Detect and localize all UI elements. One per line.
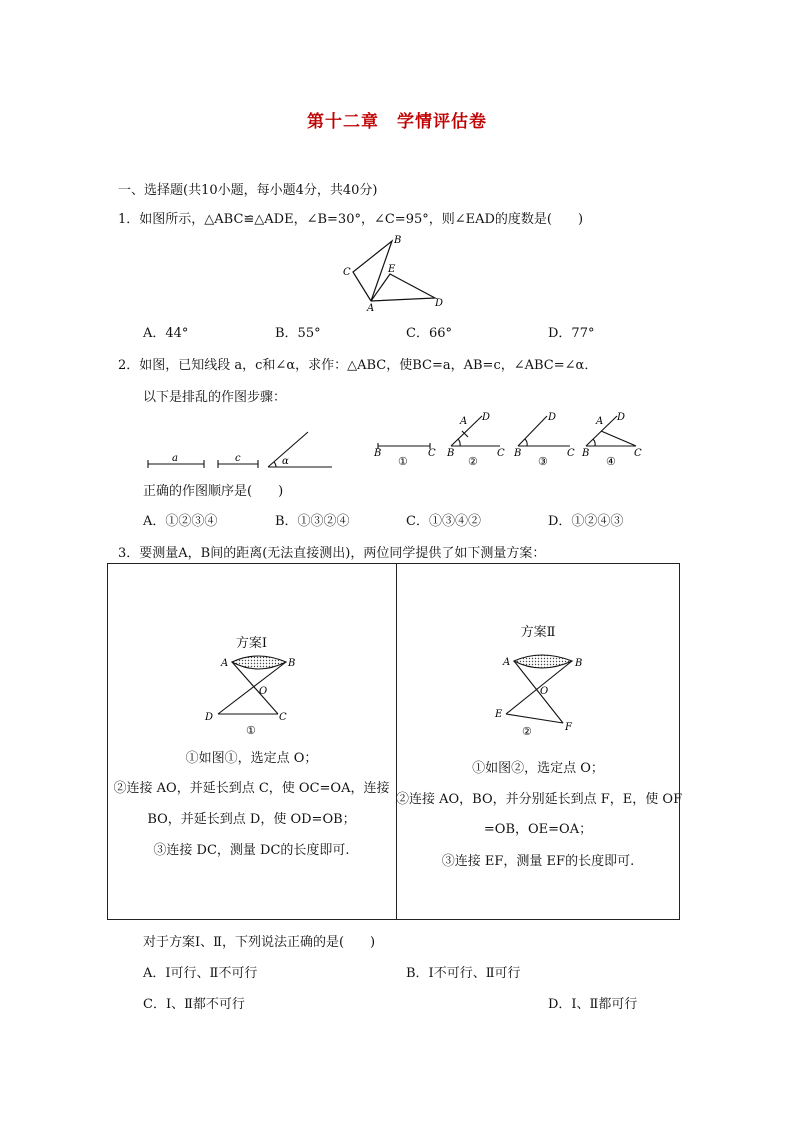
- q3-stem: 3．要测量A，B间的距离(无法直接测出)，两位同学提供了如下测量方案：: [118, 546, 546, 561]
- q2-stem: 2．如图，已知线段 a，c和∠α，求作：△ABC，使BC=a，AB=c，∠ABC=∠α．: [118, 358, 598, 373]
- q1-figure: [335, 230, 450, 315]
- q1-label-c: C: [343, 267, 351, 278]
- svg-text:E: E: [495, 709, 503, 720]
- page-title: 第十二章 学情评估卷: [307, 112, 487, 132]
- q2-subtext: 以下是排乱的作图步骤：: [143, 390, 287, 405]
- svg-text:C: C: [634, 448, 642, 459]
- q3-option-a[interactable]: A．Ⅰ可行、Ⅱ不可行: [143, 966, 258, 981]
- plan1-step-2: ②连接 AO，并延长到点 C，使 OC=OA，连接: [113, 781, 390, 796]
- q1-option-a[interactable]: A．44°: [143, 326, 189, 341]
- plan1-step-2-cont: BO，并延长到点 D，使 OD=OB；: [147, 812, 356, 827]
- q2-figure: [140, 412, 660, 474]
- svg-text:A: A: [503, 657, 511, 668]
- q2-option-b[interactable]: B．①③②④: [275, 514, 350, 529]
- svg-text:D: D: [617, 412, 626, 423]
- triangle-abc: [353, 241, 392, 301]
- q3-option-c[interactable]: C．Ⅰ、Ⅱ都不可行: [143, 997, 245, 1012]
- q1-option-d[interactable]: D．77°: [548, 326, 595, 341]
- plan1-step-3: ③连接 DC，测量 DC的长度即可.: [153, 843, 350, 858]
- plan2-step-1: ①如图②，选定点 O；: [472, 761, 604, 776]
- q1-option-c[interactable]: C．66°: [406, 326, 452, 341]
- q1-label-d: D: [435, 298, 444, 309]
- svg-text:B: B: [514, 448, 522, 459]
- svg-text:A: A: [596, 416, 604, 427]
- svg-text:C: C: [279, 712, 287, 723]
- section-heading: 一、选择题(共10小题，每小题4分，共40分): [118, 183, 378, 198]
- plan1-figure: [196, 650, 306, 740]
- plan2-figure: [486, 648, 596, 740]
- svg-text:A: A: [460, 416, 468, 427]
- step-label-1: ①: [398, 455, 408, 468]
- svg-text:C: C: [428, 448, 436, 459]
- q2-prompt: 正确的作图顺序是( ): [143, 484, 284, 499]
- q1-label-e: E: [388, 264, 396, 275]
- given-label-c: c: [235, 453, 241, 464]
- q1-option-b[interactable]: B．55°: [275, 326, 321, 341]
- plan1-fig-label: ①: [246, 724, 256, 737]
- q1-label-b: B: [394, 235, 402, 246]
- plan2-title: 方案Ⅱ: [520, 625, 556, 640]
- svg-text:B: B: [447, 448, 455, 459]
- svg-text:F: F: [565, 722, 572, 733]
- svg-text:A: A: [221, 658, 229, 669]
- svg-text:B: B: [575, 658, 583, 669]
- svg-text:B: B: [582, 448, 590, 459]
- plan2-step-2: ②连接 AO，BO，并分别延长到点 F，E，使 OF: [396, 792, 683, 807]
- plan1-step-1: ①如图①，选定点 O；: [185, 751, 318, 766]
- given-label-a: a: [172, 453, 178, 464]
- q1-label-a: A: [367, 303, 375, 314]
- q3-option-d[interactable]: D．Ⅰ、Ⅱ都可行: [548, 997, 638, 1012]
- q2-option-d[interactable]: D．①②④③: [548, 514, 624, 529]
- plan2-step-3: ③连接 EF，测量 EF的长度即可.: [441, 854, 635, 869]
- svg-text:C: C: [567, 448, 575, 459]
- step-label-3: ③: [538, 455, 548, 468]
- q2-option-c[interactable]: C．①③④②: [406, 514, 481, 529]
- pond-shape: [514, 655, 572, 668]
- pond-shape: [232, 656, 286, 669]
- svg-text:D: D: [205, 712, 214, 723]
- step-label-4: ④: [606, 455, 616, 468]
- svg-text:O: O: [540, 686, 549, 697]
- q1-stem: 1．如图所示，△ABC≌△ADE，∠B=30°，∠C=95°，则∠EAD的度数是( ): [118, 212, 584, 227]
- step-label-2: ②: [468, 455, 478, 468]
- svg-text:B: B: [288, 658, 296, 669]
- svg-text:O: O: [259, 686, 268, 697]
- q3-question: 对于方案Ⅰ、Ⅱ，下列说法正确的是( ): [143, 935, 376, 950]
- svg-text:C: C: [497, 448, 505, 459]
- q2-option-a[interactable]: A．①②③④: [143, 514, 218, 529]
- plan2-fig-label: ②: [522, 725, 532, 738]
- svg-text:D: D: [548, 412, 557, 423]
- q3-option-b[interactable]: B．Ⅰ不可行、Ⅱ可行: [406, 966, 521, 981]
- plan1-title: 方案Ⅰ: [235, 636, 268, 651]
- triangle-ade: [371, 274, 435, 301]
- plan2-step-2-cont: =OB，OE=OA；: [483, 822, 593, 837]
- svg-text:B: B: [374, 448, 382, 459]
- given-label-alpha: α: [282, 456, 289, 467]
- svg-text:D: D: [482, 412, 491, 423]
